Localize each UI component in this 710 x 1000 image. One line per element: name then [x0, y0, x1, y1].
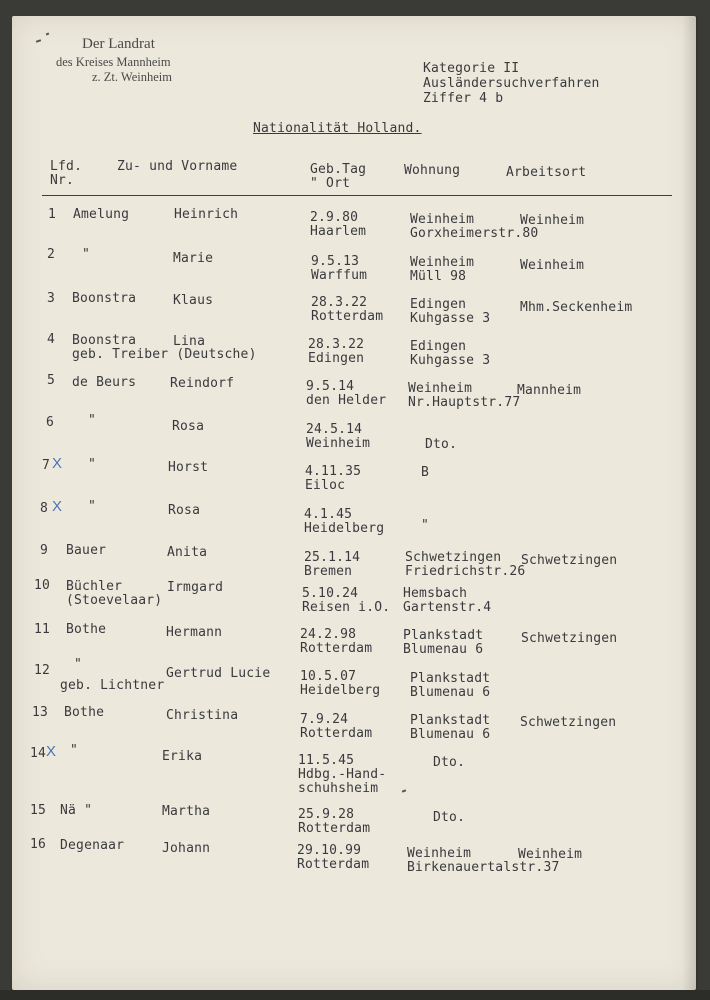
row-number: 3 — [47, 291, 56, 306]
residence-street: Blumenau 6 — [403, 642, 484, 657]
header-arbeitsort: Arbeitsort — [506, 165, 587, 180]
birth-place: Hdbg.-Hand- — [298, 767, 387, 782]
birth-date: 7.9.24 — [300, 712, 349, 727]
residence-street: Kuhgasse 3 — [410, 353, 491, 368]
row-number: 13 — [32, 705, 49, 720]
birth-place: Bremen — [304, 564, 353, 579]
surname: " — [88, 499, 97, 514]
header-geb-ort: " Ort — [310, 176, 351, 191]
birth-place: Rotterdam — [297, 857, 370, 872]
firstname: Johann — [162, 841, 211, 856]
birth-date: 11.5.45 — [298, 753, 355, 768]
residence-town: Plankstadt — [403, 628, 484, 643]
birth-date: 10.5.07 — [300, 669, 357, 684]
residence-ditto: Dto. — [433, 810, 466, 825]
residence-ditto: Dto. — [433, 755, 466, 770]
firstname: Rosa — [168, 503, 201, 518]
header-rule — [42, 195, 672, 196]
residence-street: Gartenstr.4 — [403, 600, 492, 615]
surname-note: (Stoevelaar) — [66, 593, 163, 608]
row-number: 2 — [47, 247, 56, 262]
surname: Degenaar — [60, 838, 125, 853]
residence-street: Müll 98 — [410, 269, 467, 284]
row-number: 16 — [30, 837, 47, 852]
header-nr: Nr. — [50, 173, 75, 188]
residence-ditto: Dto. — [425, 437, 458, 452]
birth-place: Heidelberg — [300, 683, 381, 698]
blue-check-mark: X — [52, 455, 63, 472]
residence-mark: B — [421, 465, 430, 480]
birth-place: Warffum — [311, 268, 368, 283]
surname: " — [88, 413, 97, 428]
workplace: Weinheim — [518, 847, 583, 862]
birth-date: 2.9.80 — [310, 210, 359, 225]
firstname: Reindorf — [170, 376, 235, 391]
birth-place: Rotterdam — [311, 309, 384, 324]
surname: Bothe — [66, 622, 107, 637]
category-line-3: Ziffer 4 b — [423, 91, 504, 106]
issuer-line-3: z. Zt. Weinheim — [92, 70, 172, 84]
residence-street: Gorxheimerstr.80 — [410, 226, 539, 241]
residence-ditto: " — [421, 518, 430, 533]
row-number: 8 — [40, 501, 49, 516]
residence-town: Edingen — [410, 339, 467, 354]
workplace: Schwetzingen — [520, 715, 617, 730]
firstname: Lina — [173, 334, 206, 349]
row-number: 7 — [42, 458, 51, 473]
firstname: Klaus — [173, 293, 214, 308]
birth-date: 25.9.28 — [298, 807, 355, 822]
birth-date: 28.3.22 — [311, 295, 368, 310]
surname: " — [70, 743, 79, 758]
surname: " — [74, 657, 83, 672]
residence-street: Nr.Hauptstr.77 — [408, 395, 521, 410]
row-number: 15 — [30, 803, 47, 818]
surname-note: geb. Treiber (Deutsche) — [72, 347, 257, 362]
birth-date: 29.10.99 — [297, 843, 362, 858]
blue-check-mark: X — [52, 498, 63, 515]
surname-note: geb. Lichtner — [60, 678, 165, 693]
blue-check-mark: X — [46, 743, 57, 760]
row-number: 6 — [46, 415, 55, 430]
birth-place: Reisen i.O. — [302, 600, 391, 615]
birth-place: Rotterdam — [298, 821, 371, 836]
surname: Bauer — [66, 543, 107, 558]
birth-date: 9.5.13 — [311, 254, 360, 269]
surname: Amelung — [73, 207, 130, 222]
birth-date: 4.11.35 — [305, 464, 362, 479]
birth-date: 5.10.24 — [302, 586, 359, 601]
birth-date: 24.5.14 — [306, 422, 363, 437]
row-number: 12 — [34, 663, 51, 678]
surname: " — [88, 457, 97, 472]
row-number: 1 — [48, 207, 57, 222]
issuer-line-2: des Kreises Mannheim — [56, 55, 171, 69]
header-lfd: Lfd. — [50, 159, 83, 174]
firstname: Hermann — [166, 625, 223, 640]
birth-place: Eiloc — [305, 478, 346, 493]
surname: Bothe — [64, 705, 105, 720]
residence-town: Weinheim — [408, 381, 473, 396]
firstname: Erika — [162, 749, 203, 764]
issuer-line-1: Der Landrat — [82, 36, 155, 52]
workplace: Mhm.Seckenheim — [520, 300, 633, 315]
residence-town: Plankstadt — [410, 713, 491, 728]
birth-place: Edingen — [308, 351, 365, 366]
birth-place: Weinheim — [306, 436, 371, 451]
residence-street: Friedrichstr.26 — [405, 564, 526, 579]
residence-town: Weinheim — [410, 212, 475, 227]
document-title: Nationalität Holland. — [253, 121, 422, 136]
residence-street: Birkenauertalstr.37 — [407, 860, 560, 875]
workplace: Schwetzingen — [521, 631, 618, 646]
category-line-1: Kategorie II — [423, 61, 520, 76]
firstname: Irmgard — [167, 580, 224, 595]
workplace: Schwetzingen — [521, 553, 618, 568]
firstname: Martha — [162, 804, 211, 819]
firstname: Horst — [168, 460, 209, 475]
row-number: 9 — [40, 543, 49, 558]
surname: Boonstra — [72, 291, 137, 306]
header-name: Zu- und Vorname — [117, 159, 238, 174]
header-geb-tag: Geb.Tag — [310, 162, 367, 177]
row-number: 11 — [34, 622, 51, 637]
firstname: Gertrud Lucie — [166, 666, 271, 681]
surname: de Beurs — [72, 375, 137, 390]
residence-street: Blumenau 6 — [410, 685, 491, 700]
firstname: Heinrich — [174, 207, 239, 222]
birth-date: 28.3.22 — [308, 337, 365, 352]
birth-date: 4.1.45 — [304, 507, 353, 522]
residence-town: Plankstadt — [410, 671, 491, 686]
category-line-2: Ausländersuchverfahren — [423, 76, 600, 91]
row-number: 5 — [47, 373, 56, 388]
workplace: Weinheim — [520, 213, 585, 228]
residence-town: Hemsbach — [403, 586, 468, 601]
row-number: 4 — [47, 332, 56, 347]
workplace: Weinheim — [520, 258, 585, 273]
surname: Büchler — [66, 579, 123, 594]
firstname: Christina — [166, 708, 239, 723]
birth-place: den Helder — [306, 393, 387, 408]
birth-date: 25.1.14 — [304, 550, 361, 565]
birth-date: 9.5.14 — [306, 379, 355, 394]
residence-street: Blumenau 6 — [410, 727, 491, 742]
row-number: 10 — [34, 578, 51, 593]
birth-place: Heidelberg — [304, 521, 385, 536]
birth-place: Haarlem — [310, 224, 367, 239]
row-number: 14 — [30, 746, 47, 761]
firstname: Rosa — [172, 419, 205, 434]
residence-street: Kuhgasse 3 — [410, 311, 491, 326]
workplace: Mannheim — [517, 383, 582, 398]
surname: Nä " — [60, 803, 93, 818]
residence-town: Weinheim — [407, 846, 472, 861]
birth-place-cont: schuhsheim — [298, 781, 379, 796]
residence-town: Weinheim — [410, 255, 475, 270]
surname: Boonstra — [72, 333, 137, 348]
surname: " — [82, 247, 91, 262]
firstname: Anita — [167, 545, 208, 560]
residence-town: Schwetzingen — [405, 550, 502, 565]
residence-town: Edingen — [410, 297, 467, 312]
scan-bottom-strip — [0, 990, 710, 1000]
birth-date: 24.2.98 — [300, 627, 357, 642]
firstname: Marie — [173, 251, 214, 266]
birth-place: Rotterdam — [300, 641, 373, 656]
page-edge-shadow — [682, 16, 698, 990]
header-wohnung: Wohnung — [404, 163, 461, 178]
birth-place: Rotterdam — [300, 726, 373, 741]
